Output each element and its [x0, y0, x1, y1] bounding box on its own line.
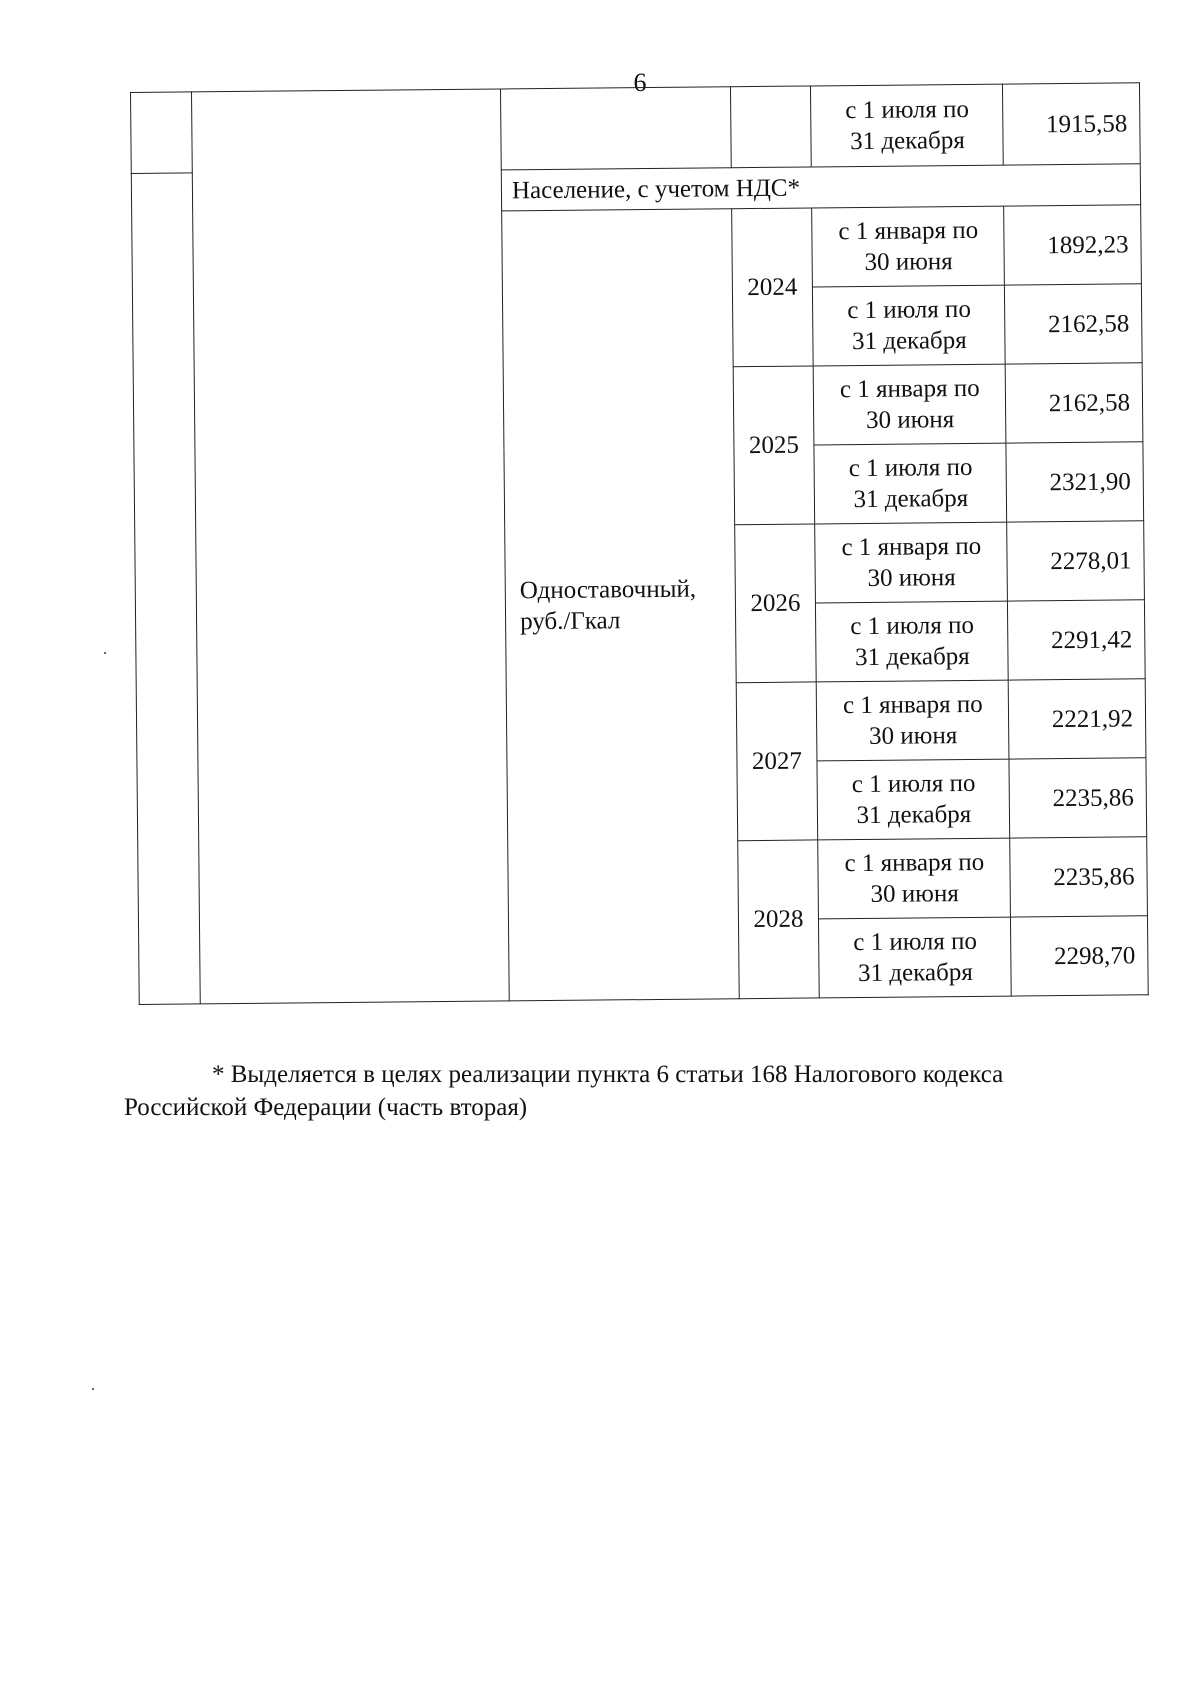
- footnote-line: * Выделяется в целях реализации пункта 6 статьи 168 Налогового кодекса: [212, 1061, 1004, 1088]
- period-line: 30 июня: [868, 722, 958, 750]
- year-cell: 2026: [734, 524, 816, 683]
- footnote: [124, 1058, 1124, 1124]
- period-line: 31 декабря: [851, 326, 967, 356]
- period-line: с 1 января по: [839, 374, 980, 404]
- period-cell: [811, 84, 1004, 167]
- period-line: с 1 января по: [842, 690, 983, 720]
- rate-type-line: руб./Гкал: [519, 606, 621, 635]
- blank-cell: [191, 89, 509, 1004]
- blank-cell: [501, 87, 731, 170]
- period-line: 31 декабря: [856, 800, 972, 830]
- period-line: 30 июня: [864, 248, 953, 276]
- period-line: 30 июня: [870, 880, 959, 908]
- period-cell: [816, 601, 1009, 682]
- blank-cell: [131, 92, 192, 174]
- blank-cell: [131, 173, 200, 1005]
- value-cell: 2235,86: [1009, 758, 1146, 838]
- value-cell: 2321,90: [1006, 442, 1143, 522]
- period-cell: [817, 759, 1010, 840]
- period-line: 30 июня: [865, 406, 955, 434]
- year-cell: 2028: [737, 840, 819, 999]
- value-cell: 2291,42: [1008, 600, 1145, 680]
- value-cell: 1915,58: [1003, 83, 1140, 165]
- value-cell: 2162,58: [1006, 363, 1143, 443]
- period-line: с 1 июля по: [848, 453, 973, 483]
- table-row: [131, 83, 1141, 174]
- period-line: с 1 января по: [844, 848, 985, 878]
- period-line: 31 декабря: [853, 484, 969, 514]
- value-cell: 2278,01: [1007, 521, 1144, 601]
- period-line: с 1 июля по: [853, 927, 978, 957]
- period-cell: [812, 206, 1005, 287]
- tariff-table: [130, 82, 1149, 1005]
- year-cell: 2025: [733, 366, 815, 525]
- value-cell: 2235,86: [1010, 837, 1147, 917]
- period-line: с 1 июля по: [851, 769, 976, 799]
- footnote-line: Российской Федерации (часть вторая): [124, 1094, 528, 1121]
- period-line: 31 декабря: [854, 642, 970, 672]
- period-line: 31 декабря: [849, 126, 965, 156]
- period-line: с 1 июля по: [845, 95, 970, 125]
- rate-type-cell: [502, 209, 739, 1001]
- scan-speck: [92, 1388, 94, 1390]
- year-cell: 2027: [736, 682, 818, 841]
- period-cell: [818, 838, 1011, 919]
- year-cell: 2024: [731, 208, 813, 367]
- rate-type-line: Одноставочный,: [519, 575, 697, 604]
- value-cell: 2162,58: [1005, 284, 1142, 364]
- period-line: с 1 июля по: [850, 611, 975, 641]
- value-cell: 1892,23: [1004, 205, 1141, 285]
- period-cell: [817, 680, 1010, 761]
- period-cell: [813, 285, 1006, 366]
- period-line: с 1 января по: [838, 216, 979, 246]
- tariff-table-body: [131, 83, 1149, 1005]
- period-line: 31 декабря: [857, 958, 973, 988]
- blank-cell: [730, 86, 812, 168]
- scan-speck: [104, 652, 106, 654]
- period-line: 30 июня: [867, 564, 956, 592]
- period-cell: [814, 443, 1007, 524]
- group-header: Население, с учетом НДС*: [501, 164, 1140, 211]
- period-line: с 1 июля по: [847, 295, 972, 325]
- value-cell: 2298,70: [1011, 916, 1148, 996]
- period-cell: [815, 522, 1008, 603]
- period-cell: [814, 364, 1007, 445]
- page-number: 6: [633, 68, 647, 97]
- period-line: с 1 января по: [841, 532, 982, 562]
- value-cell: 2221,92: [1009, 679, 1146, 759]
- period-cell: [819, 917, 1012, 998]
